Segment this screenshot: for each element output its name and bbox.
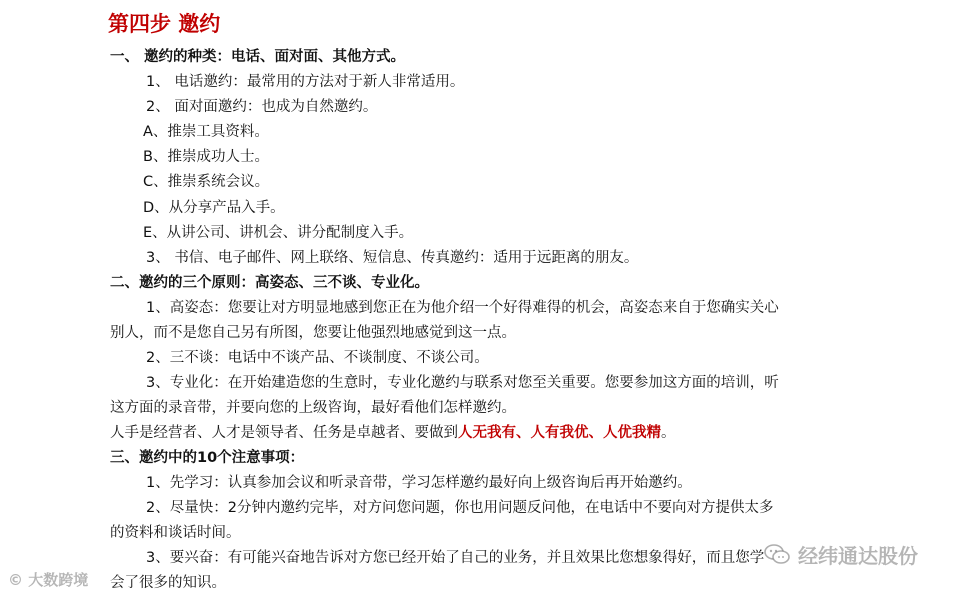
motto-prefix: 人手是经营者、人才是领导者、任务是卓越者、要做到: [110, 425, 458, 441]
section3-para2-line2: 的资料和谈话时间。: [110, 525, 241, 541]
section2-para2: 2、三不谈：电话中不谈产品、不谈制度、不谈公司。: [146, 350, 489, 366]
section1-item-e: E、从讲公司、讲机会、讲分配制度入手。: [143, 225, 414, 241]
section1-item-3: 3、 书信、电子邮件、网上联络、短信息、传真邀约：适用于远距离的朋友。: [146, 250, 639, 266]
section1-item-2: 2、 面对面邀约：也成为自然邀约。: [146, 99, 378, 115]
watermark-left: © 大数跨境: [8, 571, 89, 589]
section1-item-b: B、推崇成功人士。: [143, 149, 269, 165]
motto-line: [110, 423, 676, 443]
wechat-icon: [764, 543, 790, 565]
section3-para2-line1: 2、尽量快：2分钟内邀约完毕，对方问您问题，你也用问题反问他，在电话中不要向对方提供太多: [146, 500, 774, 516]
section1-item-d: D、从分享产品入手。: [143, 200, 285, 216]
section3-para3-line1: 3、要兴奋：有可能兴奋地告诉对方您已经开始了自己的业务，并且效果比您想象得好，而且您学: [146, 550, 765, 566]
section2-heading: 二、邀约的三个原则：高姿态、三不谈、专业化。: [110, 275, 429, 291]
section3-heading: 三、邀约中的10个注意事项：: [110, 450, 305, 466]
page-title: 第四步 邀约: [108, 11, 221, 36]
section2-para3-line2: 这方面的录音带，并要向您的上级咨询，最好看他们怎样邀约。: [110, 400, 516, 416]
section3-para3-line2: 会了很多的知识。: [110, 575, 226, 591]
section3-para1: 1、先学习：认真参加会议和听录音带，学习怎样邀约最好向上级咨询后再开始邀约。: [146, 475, 692, 491]
section1-item-a: A、推崇工具资料。: [143, 124, 269, 140]
section2-para1-line2: 别人，而不是您自己另有所图，您要让他强烈地感觉到这一点。: [110, 325, 516, 341]
motto-highlight: 人无我有、人有我优、人优我精: [458, 425, 661, 441]
section1-item-c: C、推崇系统会议。: [143, 174, 270, 190]
section2-para1-line1: 1、高姿态：您要让对方明显地感到您正在为他介绍一个好得难得的机会，高姿态来自于您确实关心: [146, 300, 779, 316]
section1-item-1: 1、 电话邀约：最常用的方法对于新人非常适用。: [146, 74, 465, 90]
section2-para3-line1: 3、专业化：在开始建造您的生意时，专业化邀约与联系对您至关重要。您要参加这方面的培训，听: [146, 375, 779, 391]
motto-suffix: 。: [661, 425, 676, 441]
watermark-right: 经纬通达股份: [798, 544, 918, 568]
section1-heading: 一、 邀约的种类：电话、面对面、其他方式。: [110, 49, 406, 65]
